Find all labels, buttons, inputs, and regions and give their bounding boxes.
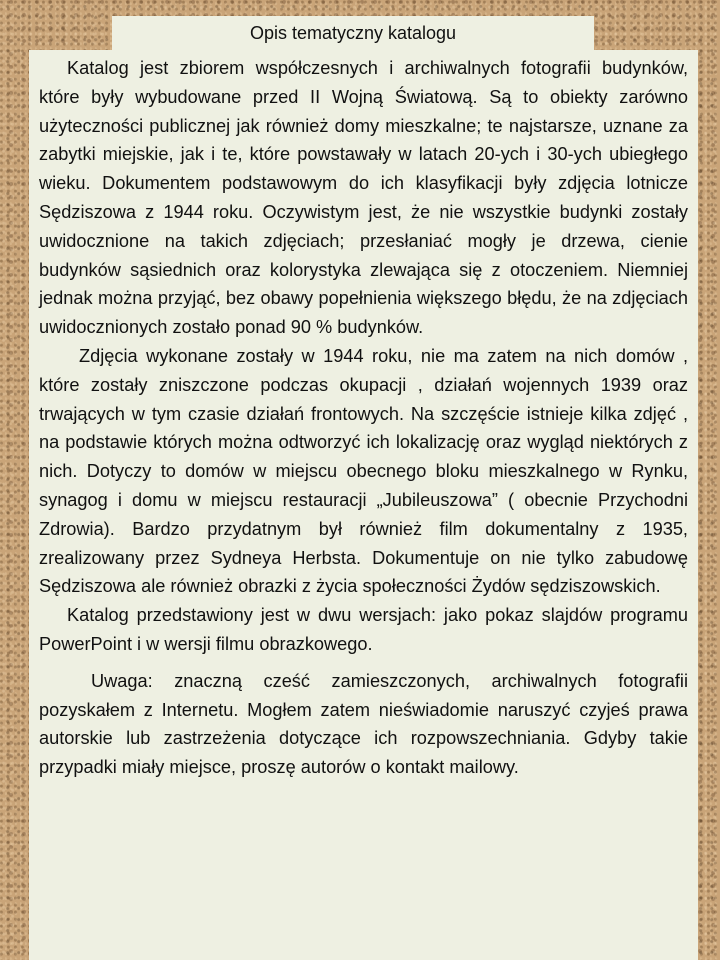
paragraph-catalog-intro: Katalog jest zbiorem współczesnych i archiwalnych fotografii budynków, które były wybudowane przed II Wojną Światową. Są to obiekty zarówno użyteczności publicznej jak również domy mieszkalne; te najstarsze, uznane za zabytki miejskie, jak i te, które powstawały w latach 20-ych i 30-ych ubiegłego wieku. Dokumentem podstawowym do ich klasyfikacji były zdjęcia lotnicze Sędziszowa z 1944 roku. Oczywistym jest, że nie wszystkie budynki zostały uwidocznione na takich zdjęciach; przesłaniać mogły je drzewa, cienie budynków sąsiednich oraz kolorystyka zlewająca się z otoczeniem. Niemniej jednak można przyjąć, bez obawy popełnienia większego błędu, że na zdjęciach uwidocznionych zostało ponad 90 % budynków. [39, 58, 688, 338]
paragraph-copyright-notice: Uwaga: znaczną cześć zamieszczonych, archiwalnych fotografii pozyskałem z Internetu. Mogłem zatem nieświadomie naruszyć czyjeś prawa autorskie lub zastrzeżenia dotyczące ich rozpowszechniania. Gdyby takie przypadki miały miejsce, proszę autorów o kontakt mailowy. [39, 670, 688, 778]
paragraph-photos-1944: Zdjęcia wykonane zostały w 1944 roku, nie ma zatem na nich domów , które zostały zniszczone podczas okupacji , działań wojennych 1939 oraz trwających w tym czasie działań frontowych. Na szczęście istnieje kilka zdjęć , na podstawie których można odtworzyć ich lokalizację oraz wygląd niektórych z nich. Dotyczy to domów w miejscu obecnego bloku mieszkalnego w Rynku, synagog i domu w miejscu restauracji „Jubileuszowa” ( obecnie Przychodni Zdrowia). Bardzo przydatnym był również film dokumentalny z 1935, zrealizowany przez Sydneya Herbsta. Dokumentuje on nie tylko zabudowę Sędziszowa ale również obrazki z życia społeczności Żydów sędziszowskich. [39, 345, 688, 597]
page-title: Opis tematyczny katalogu [249, 22, 457, 43]
page-title-box [112, 16, 594, 50]
paragraph-catalog-versions: Katalog przedstawiony jest w dwu wersjach: jako pokaz slajdów programu PowerPoint i w wersji filmu obrazkowego. [39, 605, 688, 654]
catalog-description-panel [29, 50, 698, 960]
